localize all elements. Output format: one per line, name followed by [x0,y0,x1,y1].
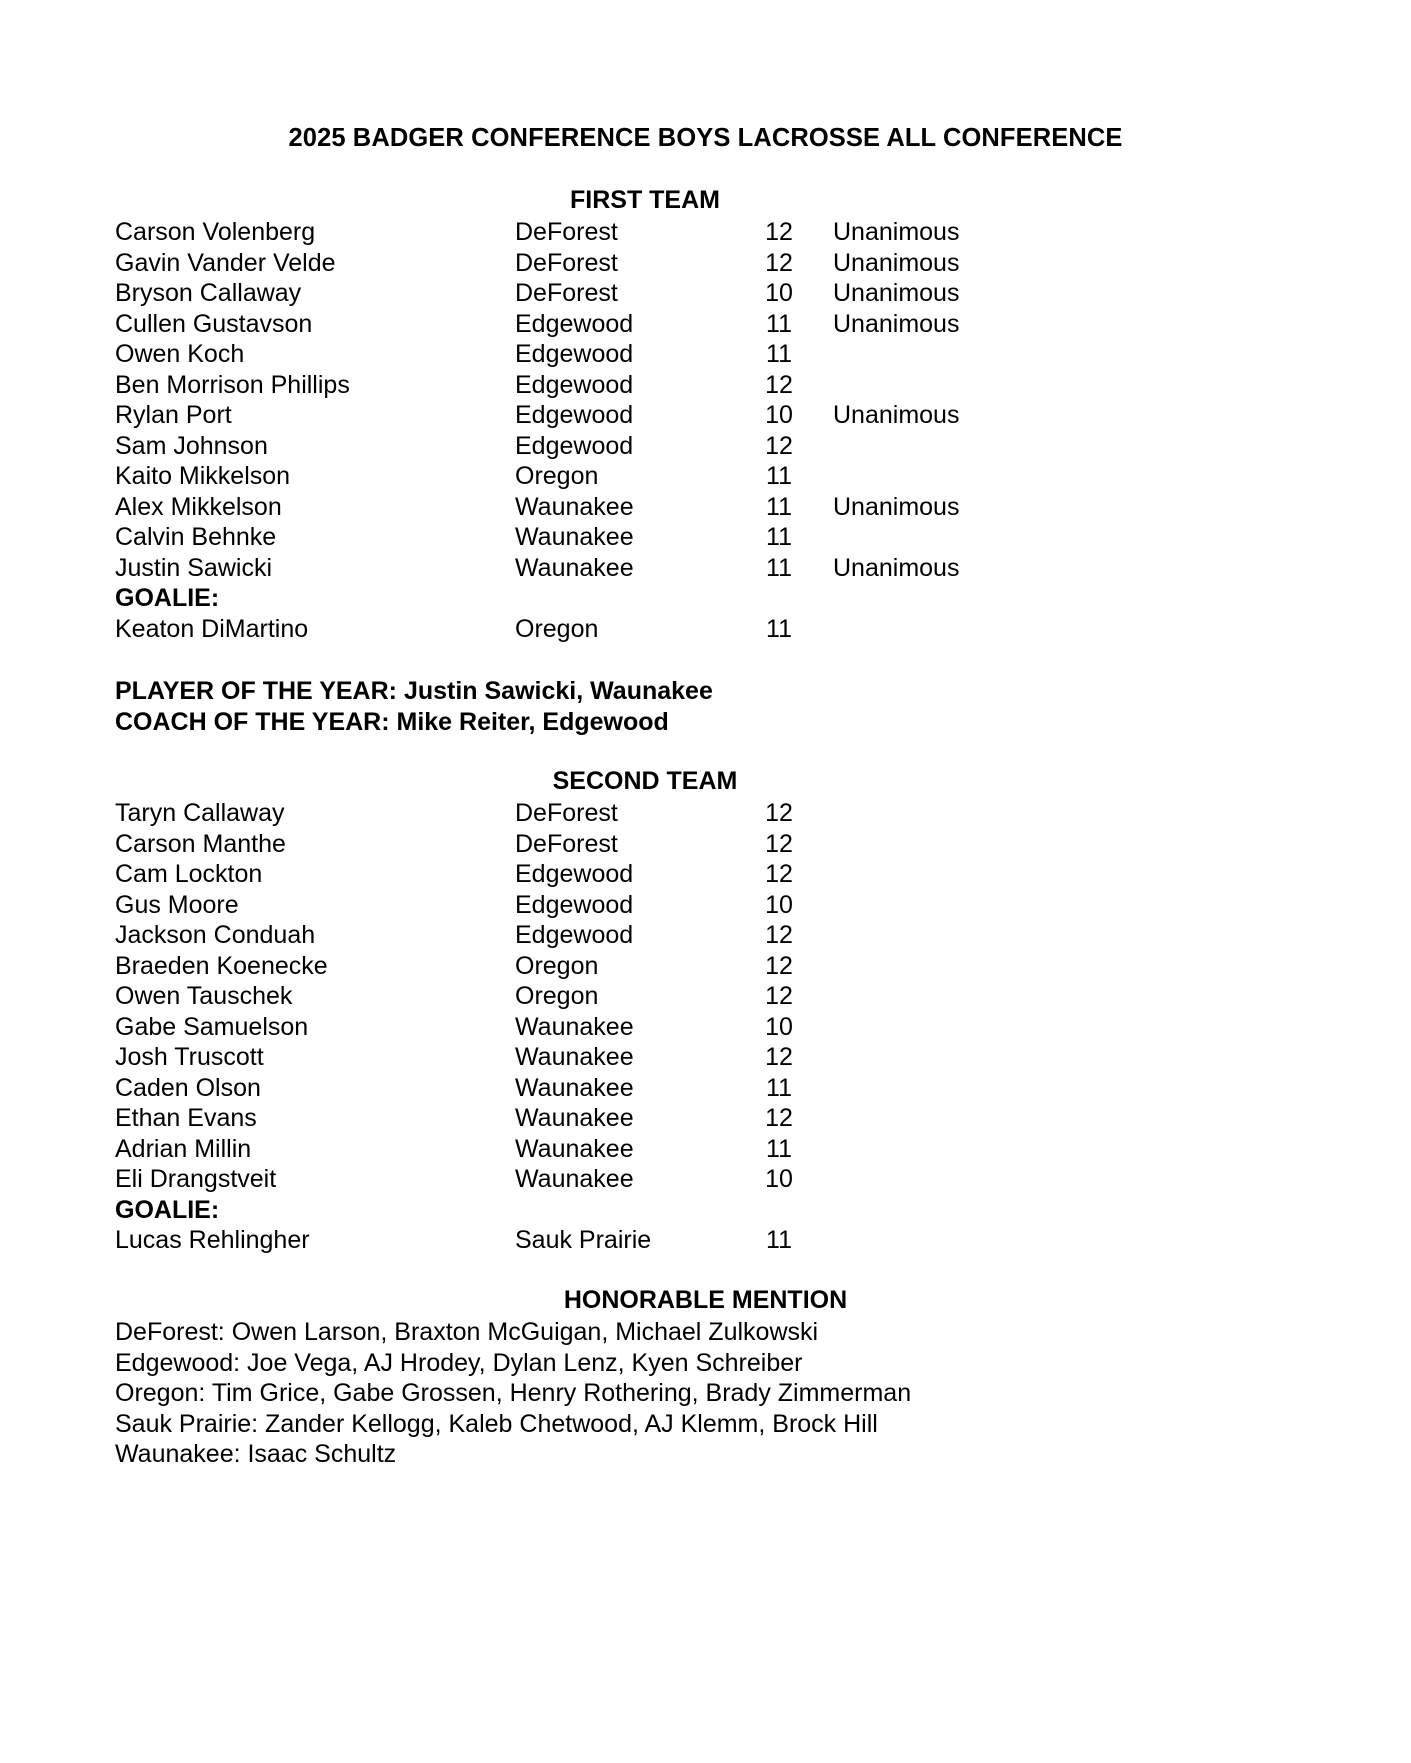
roster-row [0,1134,1411,1165]
player-school: Oregon [515,614,599,643]
player-grade: 11 [766,462,792,490]
honorable-mention-line: Sauk Prairie: Zander Kellogg, Kaleb Chetwood, AJ Klemm, Brock Hill [115,1409,878,1438]
roster-row [0,981,1411,1012]
player-school: Waunakee [515,1073,634,1102]
player-grade: 10 [765,1012,793,1041]
roster-row [0,1042,1411,1073]
player-school: Edgewood [515,309,634,338]
unanimous-badge: Unanimous [833,553,960,582]
player-name: Owen Koch [115,340,245,368]
unanimous-badge: Unanimous [833,492,960,521]
unanimous-badge: Unanimous [833,279,960,307]
player-name: Lucas Rehlingher [115,1226,310,1254]
roster-row [0,370,1411,401]
player-of-the-year: PLAYER OF THE YEAR: Justin Sawicki, Waunakee [115,677,713,705]
player-school: Waunakee [515,523,634,551]
player-school: Waunakee [515,492,634,521]
player-name: Jackson Conduah [115,921,316,949]
player-name: Taryn Callaway [115,799,285,827]
player-school: Waunakee [515,1012,634,1041]
player-grade: 10 [765,401,793,429]
unanimous-badge: Unanimous [833,218,960,246]
player-grade: 12 [765,799,793,827]
roster-row [0,461,1411,492]
player-grade: 12 [765,1043,793,1071]
roster-row [0,1103,1411,1134]
player-grade: 11 [766,1226,792,1254]
player-grade: 12 [765,248,793,277]
honorable-mention-line: DeForest: Owen Larson, Braxton McGuigan, Michael Zulkowski [115,1318,819,1346]
roster-row [0,553,1411,584]
roster-row [0,614,1411,645]
honorable-mention-line: Waunakee: Isaac Schultz [115,1440,397,1468]
player-school: Waunakee [515,1165,634,1193]
roster-row [0,339,1411,370]
player-grade: 12 [765,921,793,949]
honorable-mention-block [115,1317,911,1470]
player-name: Ben Morrison Phillips [115,370,350,399]
player-grade: 12 [765,1104,793,1132]
player-name: Eli Drangstveit [115,1165,277,1193]
player-school: Oregon [515,462,599,490]
goalie-section-label [0,1195,1411,1226]
player-grade: 11 [766,340,792,368]
player-name: Gabe Samuelson [115,1012,309,1041]
player-name: Gus Moore [115,890,239,919]
player-grade: 12 [765,431,793,460]
unanimous-badge: Unanimous [833,401,960,429]
player-name: Carson Manthe [115,829,286,858]
player-name: Ethan Evans [115,1104,257,1132]
player-school: Edgewood [515,340,634,368]
coach-of-the-year: COACH OF THE YEAR: Mike Reiter, Edgewood [115,707,669,736]
roster-row [0,492,1411,523]
player-grade: 11 [766,492,792,521]
goalie-label-text: GOALIE: [115,1195,220,1224]
roster-row [0,248,1411,279]
goalie-section-label [0,583,1411,614]
roster-row [0,890,1411,921]
player-school: Edgewood [515,370,634,399]
unanimous-badge: Unanimous [833,248,960,277]
roster-row [0,217,1411,248]
player-grade: 11 [766,523,792,551]
player-grade: 12 [765,218,793,246]
player-school: DeForest [515,279,618,307]
player-school: DeForest [515,248,618,277]
player-school: Edgewood [515,401,634,429]
roster-row [0,829,1411,860]
player-name: Sam Johnson [115,431,268,460]
player-name: Josh Truscott [115,1043,264,1071]
player-grade: 11 [766,1073,792,1102]
player-name: Gavin Vander Velde [115,248,336,277]
roster-row [0,920,1411,951]
player-school: Oregon [515,982,599,1010]
player-grade: 12 [765,370,793,399]
first-team-roster [0,217,1411,644]
player-name: Calvin Behnke [115,523,277,551]
roster-row [0,859,1411,890]
roster-row [0,1073,1411,1104]
roster-row [0,1225,1411,1256]
player-name: Alex Mikkelson [115,492,282,521]
player-grade: 12 [765,860,793,888]
player-school: Waunakee [515,1134,634,1163]
player-name: Owen Tauschek [115,982,293,1010]
player-name: Cam Lockton [115,860,263,888]
player-name: Braeden Koenecke [115,951,328,980]
player-school: Oregon [515,951,599,980]
player-name: Rylan Port [115,401,232,429]
honorable-mention-line: Oregon: Tim Grice, Gabe Grossen, Henry Rothering, Brady Zimmerman [115,1379,912,1407]
roster-row [0,522,1411,553]
player-school: Sauk Prairie [515,1226,652,1254]
player-grade: 11 [766,553,792,582]
player-name: Justin Sawicki [115,553,272,582]
second-team-heading: SECOND TEAM [552,767,738,795]
roster-row [0,1164,1411,1195]
player-school: Edgewood [515,921,634,949]
player-school: Waunakee [515,1043,634,1071]
second-team-roster [0,798,1411,1256]
player-grade: 10 [765,1165,793,1193]
roster-row [0,1012,1411,1043]
player-name: Caden Olson [115,1073,261,1102]
roster-row [0,431,1411,462]
goalie-label-text: GOALIE: [115,584,220,612]
player-school: DeForest [515,218,618,246]
player-name: Kaito Mikkelson [115,462,291,490]
player-grade: 11 [766,614,792,643]
player-grade: 11 [766,309,792,338]
player-name: Bryson Callaway [115,279,302,307]
roster-row [0,400,1411,431]
first-team-heading: FIRST TEAM [570,186,720,214]
awards-block [115,676,713,737]
player-school: Edgewood [515,860,634,888]
player-grade: 12 [765,982,793,1010]
roster-row [0,798,1411,829]
roster-row [0,951,1411,982]
roster-row [0,278,1411,309]
roster-row [0,309,1411,340]
player-name: Adrian Millin [115,1134,252,1163]
player-school: Edgewood [515,890,634,919]
honorable-mention-heading: HONORABLE MENTION [563,1286,848,1314]
player-school: DeForest [515,829,618,858]
player-school: Waunakee [515,553,634,582]
player-school: Edgewood [515,431,634,460]
player-grade: 11 [766,1134,792,1163]
player-grade: 12 [765,951,793,980]
player-grade: 12 [765,829,793,858]
player-name: Keaton DiMartino [115,614,309,643]
page-title: 2025 BADGER CONFERENCE BOYS LACROSSE ALL CONFERENCE [288,124,1123,152]
player-school: Waunakee [515,1104,634,1132]
unanimous-badge: Unanimous [833,309,960,338]
player-name: Carson Volenberg [115,218,316,246]
player-grade: 10 [765,890,793,919]
player-name: Cullen Gustavson [115,309,313,338]
honorable-mention-line: Edgewood: Joe Vega, AJ Hrodey, Dylan Lenz, Kyen Schreiber [115,1348,803,1377]
player-school: DeForest [515,799,618,827]
player-grade: 10 [765,279,793,307]
